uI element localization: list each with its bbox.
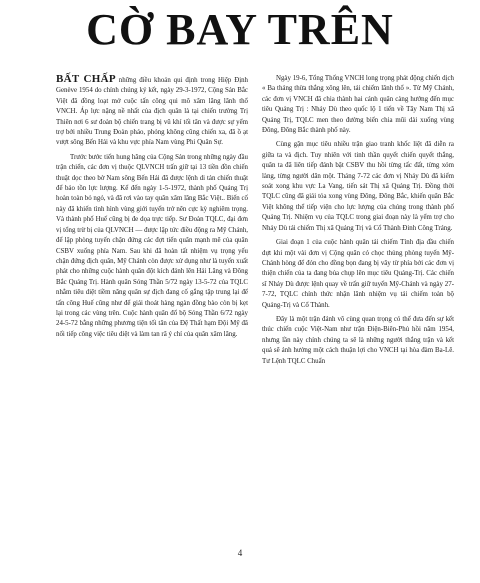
- left-column: [56, 74, 248, 344]
- right-paragraph-3: Giai đoạn 1 của cuộc hành quân tái chiếm Tỉnh địa đầu chiến dựt khi một vài đơn vị Cộng quân có chọc thủng phòng tuyến Mỹ-Chánh hòng để đón cho đồng bọn đang bị vây từ phía bởi các đơn vị thiện chiến của ta đang bủa chụp lên mục tiêu Quảng-Trị. Các chiến sĩ Nhảy Dù được lệnh quay về trấn giữ tuyến Mỹ-Chánh và ngày 27-7-72, TQLC chính thức nhận lãnh nhiệm vụ tái chiếm toàn bộ Quảng-Trị và Cổ Thành.: [262, 239, 454, 309]
- page-number: 4: [237, 548, 243, 558]
- right-column: [262, 74, 454, 371]
- left-paragraph-2: Trước bước tiến hung hăng của Cộng Sản trong những ngày đầu trận chiến, các đơn vị thuộc QLVNCH trấn giữ tại 13 tiền đồn chiến thuật dọc theo bờ Nam sông Bến Hải đã được lệnh di tản chiến thuật để bảo tồn lực lượng. Kể đến ngày 1-5-1972, thành phố Quảng Trị hoàn toàn bỏ ngỏ, và đã rơi vào tay quân xâm lăng Bắc Việt.. Biến cố này đã khiến tình hình vùng giới tuyến trở nên cực kỳ nghiêm trọng. Và thành phố Huế cũng bị đe dọa trực tiếp. Sư Đoàn TQLC, đại đơn vị tổng trừ bị của QLVNCH — được lập tức điều động ra Mỹ Chánh, để lập phòng tuyến chận đứng các đợt tiến quân mạnh mẽ của quân CSBV xuống phía Nam. Sau khi đã hoàn tất nhiệm vụ trọng yếu chận đứng địch quân, Mỹ Chánh còn được xử dụng như là tuyến xuất phát cho những cuộc hành quân đột kích đánh lên Hải Lăng và Đông Bắc Quảng Trị. Hành quân Sóng Thần 5/72 ngày 13-5-72 của TQLC nhằm tiêu diệt tiềm năng quân sự địch đang cố gắng tập trung lại để tấn công Huế cũng như để giải thoát hàng ngàn đồng bào còn bị kẹt lại trong các vùng trên. Cuộc hành quân đổ bộ Sóng Thần 6/72 ngày 24-5-72 bằng những phương tiện tối tân của Đệ Thất hạm Đội Mỹ đã nối tiếp công việc tiêu diệt và làm tan rã ý chí của quân xâm lăng.: [56, 153, 248, 338]
- page-title: CỜ BAY TRÊN: [86, 5, 394, 54]
- right-paragraph-2: Cùng gặn mục tiêu nhiều trận giao tranh khốc liệt đã diễn ra giữa ta và địch. Tuy nhiên với tinh thần quyết chiến quyết thắng, quân ta đã liên tiếp đánh bật CSBV thu hồi từng tấc đất, từng xóm làng, từng người dân một. Tháng 7-72 các đơn vị Nhảy Dù đã kiểm soát xong khu vực La Vang, tiến sát Thị xã Quảng Trị. Đồng thời TQLC cũng đã giải tỏa xong vùng Đông, Đông Bắc, khiến quân Bắc Việt không thể tiếp viện cho lực lượng của chúng trong thành phố Quảng Trị. Nhiệm vụ của TQLC trong giai đoạn này là yểm trợ cho Nhảy Dù tái chiếm Thị xã Quảng Trị và Cổ Thành Đinh Công Tráng.: [262, 141, 454, 232]
- dropcap-lead: BẤT CHẤP: [56, 73, 116, 85]
- right-paragraph-4: Đây là một trận đánh vô cùng quan trọng có thể đưa đến sự kết thúc chiến cuộc Việt-Nam như trận Điện-Biên-Phủ hồi năm 1954, nhưng lần này chính chúng ta sẽ là những người thắng trận và kết quả sẽ ảnh hưởng một cách thuận lợi cho VNCH tại hòa đàm Ba-Lê. Tư Lệnh TQLC Chuẩn: [262, 315, 454, 365]
- left-paragraph-1-text: những điều khoản qui định trong Hiệp Định Genève 1954 do chính chúng ký kết, ngày 29-3-1972, Cộng Sản Bắc Việt đã đồng loạt mở cuộc tấn công qui mô xâm lăng lãnh thổ VNCH. Áp lực nặng nề nhất của địch quân là tại chiến trường Trị Thiên nơi 6 sư đoàn bộ chiến trang bị vũ khí tối tân và được sự yểm trợ bởi nhiều Trung Đoàn pháo, phóng không cũng chiến xa, đã ồ ạt vượt sông Bến Hải và khu vực phía Nam vùng Phi Quân Sự.: [56, 77, 249, 147]
- right-paragraph-1: Ngày 19-6, Tổng Thống VNCH long trọng phát động chiến dịch « Ba tháng thừa thắng xông lên, tái chiếm lãnh thổ ». Từ Mỹ Chánh, các đơn vị VNCH đã chia thành hai cánh quân càng hướng đến mục tiêu Quảng Trị : Nhảy Dù theo quốc lộ 1 tiến về Tây Nam Thị xã Quảng Trị, TQLC men theo đường biển chia mũi dài xuống vùng Đông, Đông Bắc thành phố này.: [262, 75, 454, 135]
- left-paragraph-1: [56, 74, 248, 149]
